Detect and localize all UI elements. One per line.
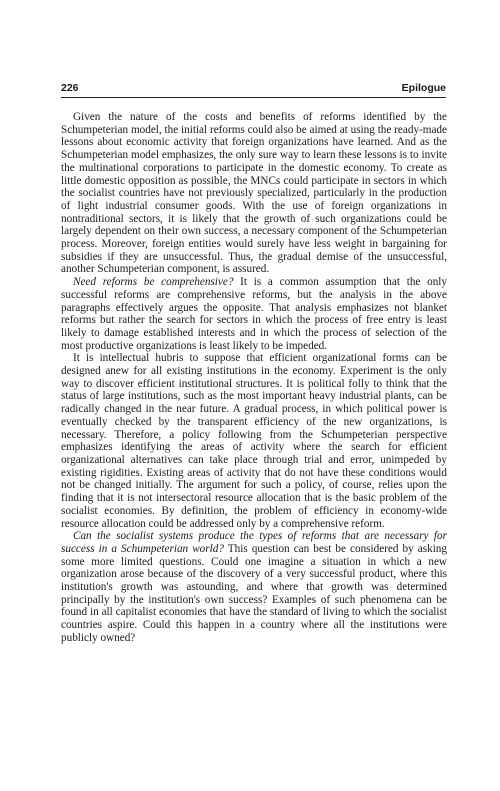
- paragraph-4-lead: Can the socialist systems produce the types of reforms that are necessary for success in a Schumpeterian world?: [61, 530, 447, 555]
- paragraph-4-text: This question can best be considered by asking some more limited questions. Could one imagine a situation in which a new organization arose because of the discovery of a very successful product, where this institution's growth was astounding, and where that growth was determined principally by the institution's own success? Examples of such phenomena can be found in all capitalist economies that have the standard of living to which the socialist countries aspire. Could this happen in a country where all the institutions were publicly owned?: [61, 542, 447, 644]
- paragraph-2: [61, 276, 447, 352]
- body-text: [61, 111, 447, 645]
- paragraph-1: [61, 111, 447, 276]
- page-number: 226: [61, 82, 79, 94]
- paragraph-2-lead: Need reforms be comprehensive?: [73, 276, 234, 289]
- header-rule: [61, 97, 446, 98]
- running-title: Epilogue: [401, 82, 446, 94]
- paragraph-3-text: It is intellectual hubris to suppose that efficient organizational forms can be designed anew for all existing institutions in the economy. Experiment is the only way to discover efficient institutional structures. It is political folly to think that the status of large institutions, such as the most important heavy industrial plants, can be radically changed in the near future. A gradual process, in which political power is eventually checked by the transparent efficiency of the new organizations, is necessary. Therefore, a policy following from the Schumpeterian perspective emphasizes identifying the areas of activity where the search for efficient organizational alternatives can take place through trial and error, unimpeded by existing rigidities. Existing areas of activity that do not have these conditions would not be changed initially. The argument for such a policy, of course, relies upon the finding that it is not intersectoral resource allocation that is the basic problem of the socialist economies. By definition, the problem of efficiency in economy-wide resource allocation could be addressed only by a comprehensive reform.: [61, 352, 447, 530]
- paragraph-1-text: Given the nature of the costs and benefits of reforms identified by the Schumpeterian model, the initial reforms could also be aimed at using the ready-made lessons about economic activity that foreign organizations have learned. And as the Schumpeterian model emphasizes, the only sure way to learn these lessons is to invite the multinational corporations to participate in the domestic economy. To create as little domestic opposition as possible, the MNCs could participate in sectors in which the socialist countries have not previously specialized, particularly in the production of light industrial consumer goods. With the use of foreign organizations in nontraditional sectors, it is likely that the growth of such organizations could be largely dependent on their own success, a necessary component of the Schumpeterian process. Moreover, foreign entities would surely have less weight in bargaining for subsidies if they are unsuccessful. Thus, the gradual demise of the unsuccessful, another Schumpeterian component, is assured.: [61, 111, 447, 276]
- paragraph-2-text: It is a common assumption that the only successful reforms are comprehensive reforms, but the analysis in the above paragraphs effectively argues the opposite. That analysis emphasizes not blanket reforms but rather the search for sectors in which the process of free entry is least likely to damage established interests and in which the process of selection of the most productive organizations is least likely to be impeded.: [61, 276, 447, 352]
- paragraph-4: [61, 530, 447, 644]
- running-header: [61, 82, 446, 94]
- paragraph-3: [61, 352, 447, 530]
